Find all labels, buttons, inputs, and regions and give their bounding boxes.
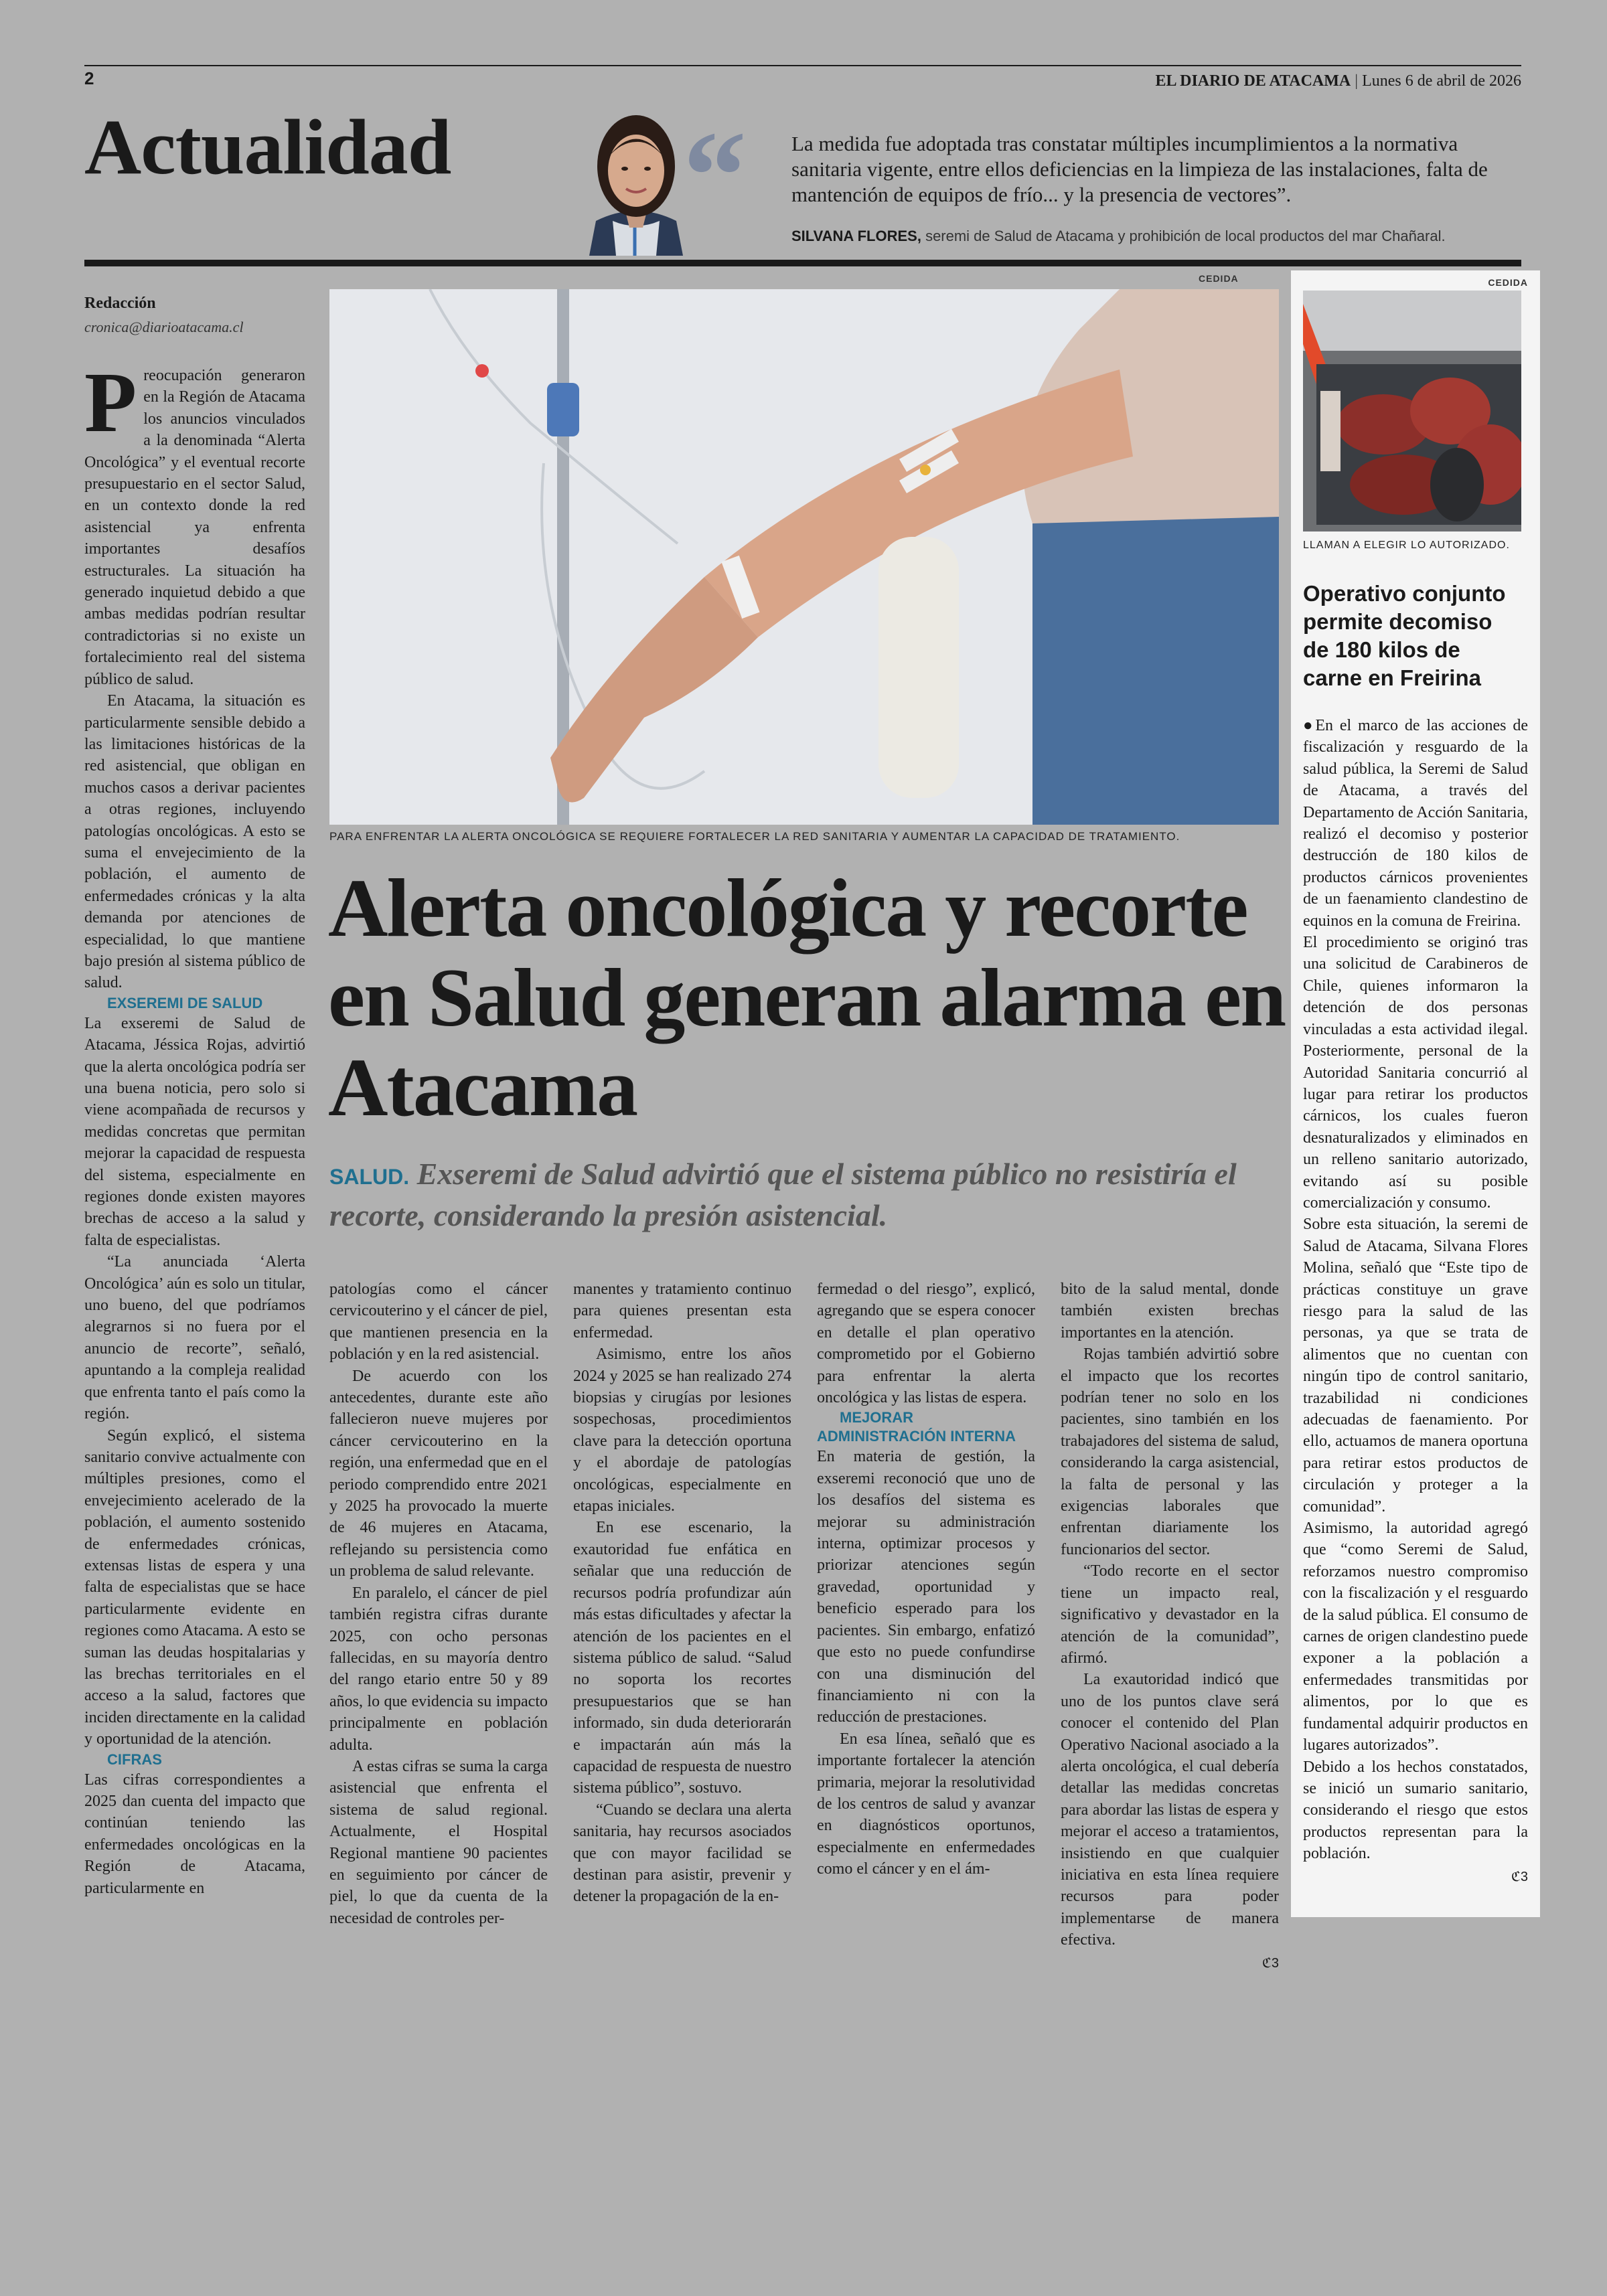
sidebar-photo: [1303, 291, 1521, 531]
main-photo: [329, 289, 1279, 825]
col4-p2: En materia de gestión, la exseremi reconoció que uno de los desafíos del sistema es mejorar su administración interna, optimizar procesos y priorizar atenciones según gravedad, oportunidad y beneficio esperado para los pacientes. Sin embargo, enfatizó que esto no puede confundirse con una disminución del financiamiento ni con la reducción de prestaciones.: [817, 1448, 1035, 1726]
sidebar-end-icon: ℭ3: [1511, 1869, 1528, 1884]
left-p2: En Atacama, la situación es particularmente sensible debido a las limitaciones históricas de la red asistencial, que obligan en muchos casos a derivar pacientes a otras regiones, incluyendo patologías oncológicas. A esto se suma el envejecimiento de la población, el aumento de enfermedades crónicas y la alta demanda por atenciones de especialidad, lo que mantiene bajo presión al sistema público de salud.: [84, 692, 305, 992]
column-4: [817, 1279, 1035, 1880]
kicker: SALUD.: [329, 1165, 410, 1189]
page-number: 2: [84, 68, 94, 88]
byline-author: Redacción: [84, 295, 156, 312]
newspaper-name: EL DIARIO DE ATACAMA: [1155, 72, 1351, 90]
sidebar-p2: El procedimiento se originó tras una solicitud de Carabineros de Chile, quienes informaron la detención de dos personas vinculadas a esta actividad ilegal. Posteriormente, personal de la Autoridad Sanitaria concurrió al lugar para retirar los productos cárnicos, los cuales fueron desnaturalizados y eliminados en un relleno sanitario autorizado, evitando así su posible comercialización y consumo.: [1303, 934, 1528, 1212]
col2-p2: De acuerdo con los antecedentes, durante este año fallecieron nueve mujeres por cáncer cervicouterino en la región, una enfermedad que en el periodo comprendido entre 2021 y 2025 ha provocado la muerte de 46 mujeres en Atacama, reflejando su persistencia como un problema de salud relevante.: [329, 1367, 548, 1580]
sidebar-p5: Debido a los hechos constatados, se inició un sumario sanitario, considerando el riesgo que estos productos representan para la población.: [1303, 1758, 1528, 1863]
quote-attribution: [791, 228, 1446, 245]
sidebar-p3: Sobre esta situación, la seremi de Salud de Atacama, Silvana Flores Molina, señaló que “Este tipo de prácticas constituye un grave riesgo para la salud de las personas, ya que se trata de alimentos que no cuentan con ningún tipo de control sanitario, trazabilidad ni condiciones adecuadas de faenamiento. Por ello, actuamos de manera oportuna para retirar estos productos de circulación y proteger a la comunidad”.: [1303, 1216, 1528, 1515]
header-divider: [84, 260, 1521, 266]
section-title: Actualidad: [84, 103, 451, 191]
subhead-exseremi: EXSEREMI DE SALUD: [107, 994, 263, 1011]
byline-email[interactable]: cronica@diarioatacama.cl: [84, 319, 244, 335]
col3-p4: “Cuando se declara una alerta sanitaria, hay recursos asociados que con mayor facilidad se destinan para asistir, prevenir y detener la propagación de la en-: [573, 1801, 791, 1906]
left-p1: Preocupación generaron en la Región de Atacama los anuncios vinculados a la denominada “Alerta Oncológica” y el eventual recorte presupuestario en el sector Salud, en un contexto donde la red asistencial ya enfrenta importantes desafíos estructurales. La situación ha generado inquietud debido a que ambas medidas podrían resultar contradictorias si no existe un fortalecimiento real del sistema público de salud.: [84, 355, 305, 688]
col3-p3: En ese escenario, la exautoridad fue enfática en señalar que una reducción de recursos podría profundizar aún más estas dificultades y afectar la atención de los pacientes en el sistema público de salud. “Salud no soporta los recortes presupuestarios que se han informado, sin duda deteriorarán e impactarán aún más la capacidad de respuesta de nuestro sistema público”, sostuvo.: [573, 1519, 791, 1797]
column-2: [329, 1279, 548, 1929]
col4-p1: fermedad o del riesgo”, explicó, agregando que se espera conocer en detalle el plan operativo comprometido por el Gobierno para enfrentar la alerta oncológica y las listas de espera.: [817, 1281, 1035, 1407]
col5-p2: Rojas también advirtió sobre el impacto que los recortes podrían tener no solo en los pacientes, sino también en los trabajadores del sistema de salud, considerando la carga asistencial, la falta de personal y las exigencias laborales que enfrentan diariamente los funcionarios del sector.: [1061, 1345, 1279, 1558]
left-p4: “La anunciada ‘Alerta Oncológica’ aún es solo un titular, uno bueno, del que podríamos alegrarnos si no fuera por el anuncio de recorte”, señaló, apuntando a la compleja realidad que enfrenta tanto el país como la región.: [84, 1253, 305, 1423]
deck: [329, 1155, 1280, 1235]
col3-p2: Asimismo, entre los años 2024 y 2025 se han realizado 274 biopsias y cirugías por lesiones sospechosas, procedimientos clave para la detección oportuna y el abordaje de patologías oncológicas, especialmente en etapas iniciales.: [573, 1345, 791, 1515]
column-5: [1061, 1279, 1279, 1974]
headline: Alerta oncológica y recorte en Salud generan alarma en Atacama: [328, 862, 1286, 1133]
sidebar-body: [1303, 715, 1528, 1888]
quote-author-role: seremi de Salud de Atacama y prohibición de local productos del mar Chañaral.: [925, 228, 1446, 244]
col5-p4: La exautoridad indicó que uno de los puntos clave será conocer el contenido del Plan Operativo Nacional asociado a la alerta oncológica, el cual debería detallar las medidas concretas para abordar las listas de espera y mejorar el acceso a tratamientos, insistiendo en que cualquier iniciativa en esta línea requiere recursos para poder implementarse de manera efectiva.: [1061, 1671, 1279, 1949]
quote-author: SILVANA FLORES,: [791, 228, 921, 244]
quote-mark-icon: “: [683, 106, 747, 246]
sidebar-p4: Asimismo, la autoridad agregó que “como Seremi de Salud, reforzamos nuestro compromiso con la fiscalización y el resguardo de la salud pública. El consumo de carnes de origen clandestino puede exponer a la población a enfermedades transmitidas por alimentos, por lo que es fundamental adquirir productos en lugares autorizados”.: [1303, 1520, 1528, 1754]
col3-p1: manentes y tratamiento continuo para quienes presentan esta enfermedad.: [573, 1281, 791, 1341]
subhead-administracion: MEJORAR ADMINISTRACIÓN INTERNA: [817, 1409, 1016, 1445]
issue-date: Lunes 6 de abril de 2026: [1362, 72, 1521, 90]
col4-p3: En esa línea, señaló que es importante fortalecer la atención primaria, mejorar la resolutividad de los centros de salud y avanzar en diagnósticos oportunos, especialmente en enfermedades como el cáncer y en el ám-: [817, 1730, 1035, 1878]
sidebar-p1: ●En el marco de las acciones de fiscalización y resguardo de la salud pública, la Seremi de Salud de Atacama, a través del Departamento de Acción Sanitaria, realizó el decomiso y posterior destrucción de 180 kilos de productos cárnicos provenientes de un faenamiento clandestino de equinos en la comuna de Freirina.: [1303, 717, 1528, 930]
article-end-icon: ℭ3: [1261, 1955, 1279, 1971]
main-photo-caption: PARA ENFRENTAR LA ALERTA ONCOLÓGICA SE REQUIERE FORTALECER LA RED SANITARIA Y AUMENTAR LA CAPACIDAD DE TRATAMIENTO.: [329, 830, 1180, 843]
column-3: [573, 1279, 791, 1908]
col2-p1: patologías como el cáncer cervicouterino y el cáncer de piel, que mantienen presencia en la población y en la red asistencial.: [329, 1281, 548, 1364]
col2-p3: En paralelo, el cáncer de piel también registra cifras durante 2025, con ocho personas fallecidas, en su mayoría dentro del rango etario entre 50 y 89 años, lo que evidencia su impacto principalmente en población adulta.: [329, 1584, 548, 1754]
masthead-line: EL DIARIO DE ATACAMA | Lunes 6 de abril de 2026: [1155, 72, 1521, 90]
left-column: [84, 355, 305, 1899]
main-photo-credit: CEDIDA: [1199, 273, 1239, 284]
deck-text: Exseremi de Salud advirtió que el sistema público no resistiría el recorte, considerando la presión asistencial.: [329, 1157, 1237, 1232]
left-p5: Según explicó, el sistema sanitario convive actualmente con múltiples presiones, como el envejecimiento acelerado de la población, el aumento sostenido de enfermedades crónicas, extensas listas de espera y una falta de especialistas que se hace particularmente evidente en regiones como Atacama. A esto se suman las deudas hospitalarias y las brechas territoriales en el acceso a la salud, factores que inciden directamente en la calidad y oportunidad de la atención.: [84, 1426, 305, 1748]
pull-quote: La medida fue adoptada tras constatar múltiples incumplimientos a la normativa sanitaria vigente, entre ellos deficiencias en la limpieza de las instalaciones, falta de mantención de equipos de frío... y la presencia de vectores”.: [791, 132, 1488, 206]
sidebar-box: [1291, 270, 1540, 1917]
col5-p1: bito de la salud mental, donde también existen brechas importantes en la atención.: [1061, 1281, 1279, 1341]
sidebar-photo-credit: CEDIDA: [1488, 277, 1528, 288]
left-p3: La exseremi de Salud de Atacama, Jéssica Rojas, advirtió que la alerta oncológica podría ser una buena noticia, pero solo si viene acompañada de recursos y medidas concretas que permitan mejorar la capacidad de respuesta del sistema, especialmente en regiones donde existen mayores brechas de acceso a la salud y falta de especialistas.: [84, 1014, 305, 1249]
left-p6: Las cifras correspondientes a 2025 dan cuenta del impacto que continúan teniendo las enfermedades oncológicas en la Región de Atacama, particularmente en: [84, 1771, 305, 1897]
col5-p3: “Todo recorte en el sector tiene un impacto real, significativo y devastador en la atención de la comunidad”, afirmó.: [1061, 1562, 1279, 1667]
col2-p4: A estas cifras se suma la carga asistencial que enfrenta el sistema de salud regional. Actualmente, el Hospital Regional mantiene 90 pacientes en seguimiento por cáncer de piel, lo que da cuenta de la necesidad de controles per-: [329, 1757, 548, 1927]
subhead-cifras: CIFRAS: [107, 1750, 162, 1768]
sidebar-title: Operativo conjunto permite decomiso de 180 kilos de carne en Freirina: [1303, 581, 1506, 690]
sidebar-caption: LLAMAN A ELEGIR LO AUTORIZADO.: [1303, 540, 1510, 551]
top-rule: [84, 65, 1521, 66]
